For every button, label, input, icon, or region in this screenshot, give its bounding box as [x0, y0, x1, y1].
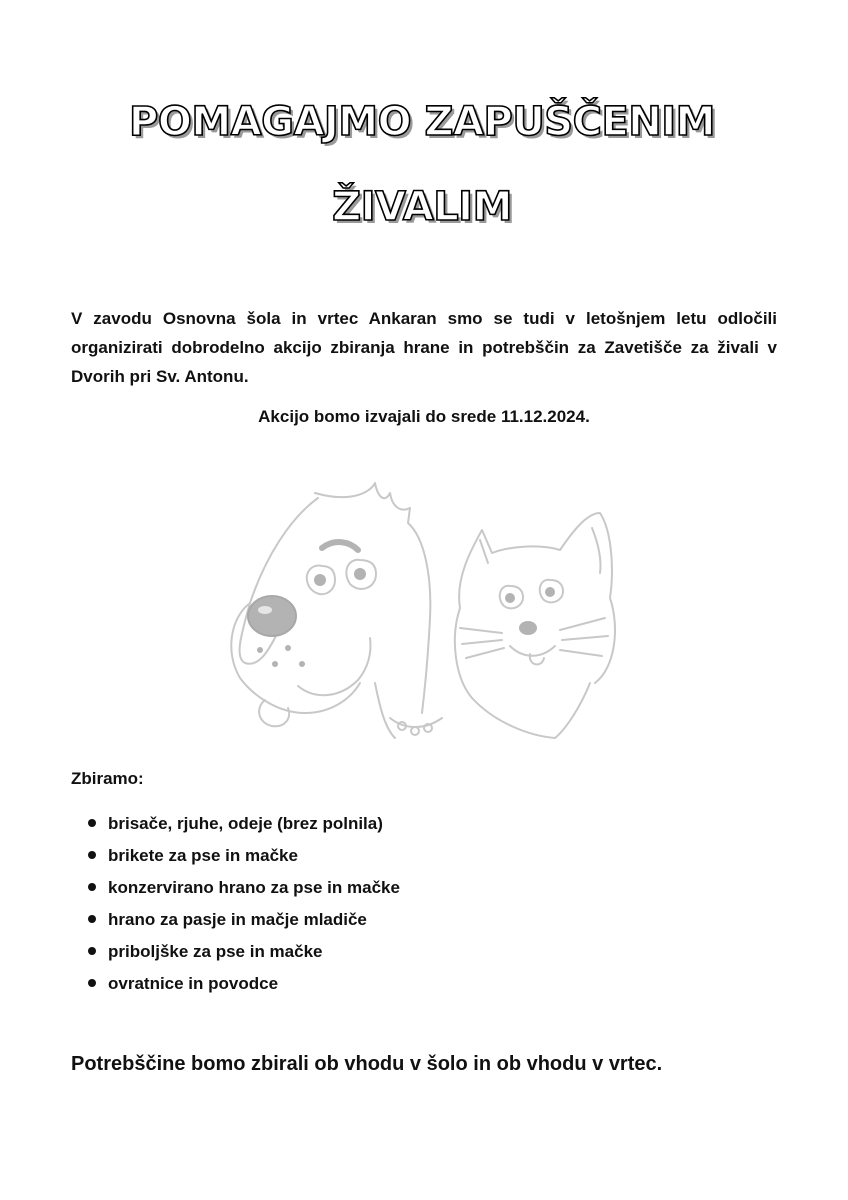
list-item	[86, 970, 400, 1002]
cat-body	[455, 608, 555, 738]
bullet-icon	[88, 915, 96, 923]
bullet-icon	[88, 819, 96, 827]
list-item	[86, 938, 400, 970]
bullet-icon	[88, 979, 96, 987]
dog-head-outline	[315, 483, 430, 713]
dog-mouth	[298, 638, 371, 695]
bullet-icon	[88, 851, 96, 859]
collect-list	[86, 810, 400, 1002]
list-item-label: priboljške za pse in mačke	[108, 942, 323, 961]
list-item	[86, 842, 400, 874]
list-item-label: brikete za pse in mačke	[108, 846, 298, 865]
list-item-label: konzervirano hrano za pse in mačke	[108, 878, 400, 897]
cat-nose	[519, 621, 537, 635]
page-title-line-2: ŽIVALIM	[332, 184, 512, 230]
page-title-line-1: POMAGAJMO ZAPUŠČENIM	[129, 99, 715, 145]
list-item-label: brisače, rjuhe, odeje (brez polnila)	[108, 814, 383, 833]
intro-paragraph: V zavodu Osnovna šola in vrtec Ankaran smo se tudi v letošnjem letu odločili organizirati dobrodelno akcijo zbiranja hrane in potrebščin za Zavetišče za živali v Dvorih pri Sv. Antonu.	[71, 309, 777, 386]
dog-tongue	[259, 700, 289, 726]
list-item	[86, 810, 400, 842]
cat-mouth	[510, 646, 555, 656]
dog-and-cat-illustration	[210, 468, 680, 758]
list-item	[86, 906, 400, 938]
list-item-label: hrano za pasje in mačje mladiče	[108, 910, 367, 929]
dog-nose	[248, 596, 296, 636]
footer-note: Potrebščine bomo zbirali ob vhodu v šolo in ob vhodu v vrtec.	[71, 1053, 663, 1075]
cat-ear-inner-right	[592, 528, 601, 573]
list-item-label: ovratnice in povodce	[108, 974, 279, 993]
dog-body	[375, 683, 395, 738]
bullet-icon	[88, 947, 96, 955]
list-item	[86, 874, 400, 906]
collect-heading: Zbiramo:	[71, 769, 144, 788]
bullet-icon	[88, 883, 96, 891]
cat-head-outline	[459, 513, 615, 683]
deadline-text: Akcijo bomo izvajali do srede 11.12.2024.	[258, 407, 590, 426]
